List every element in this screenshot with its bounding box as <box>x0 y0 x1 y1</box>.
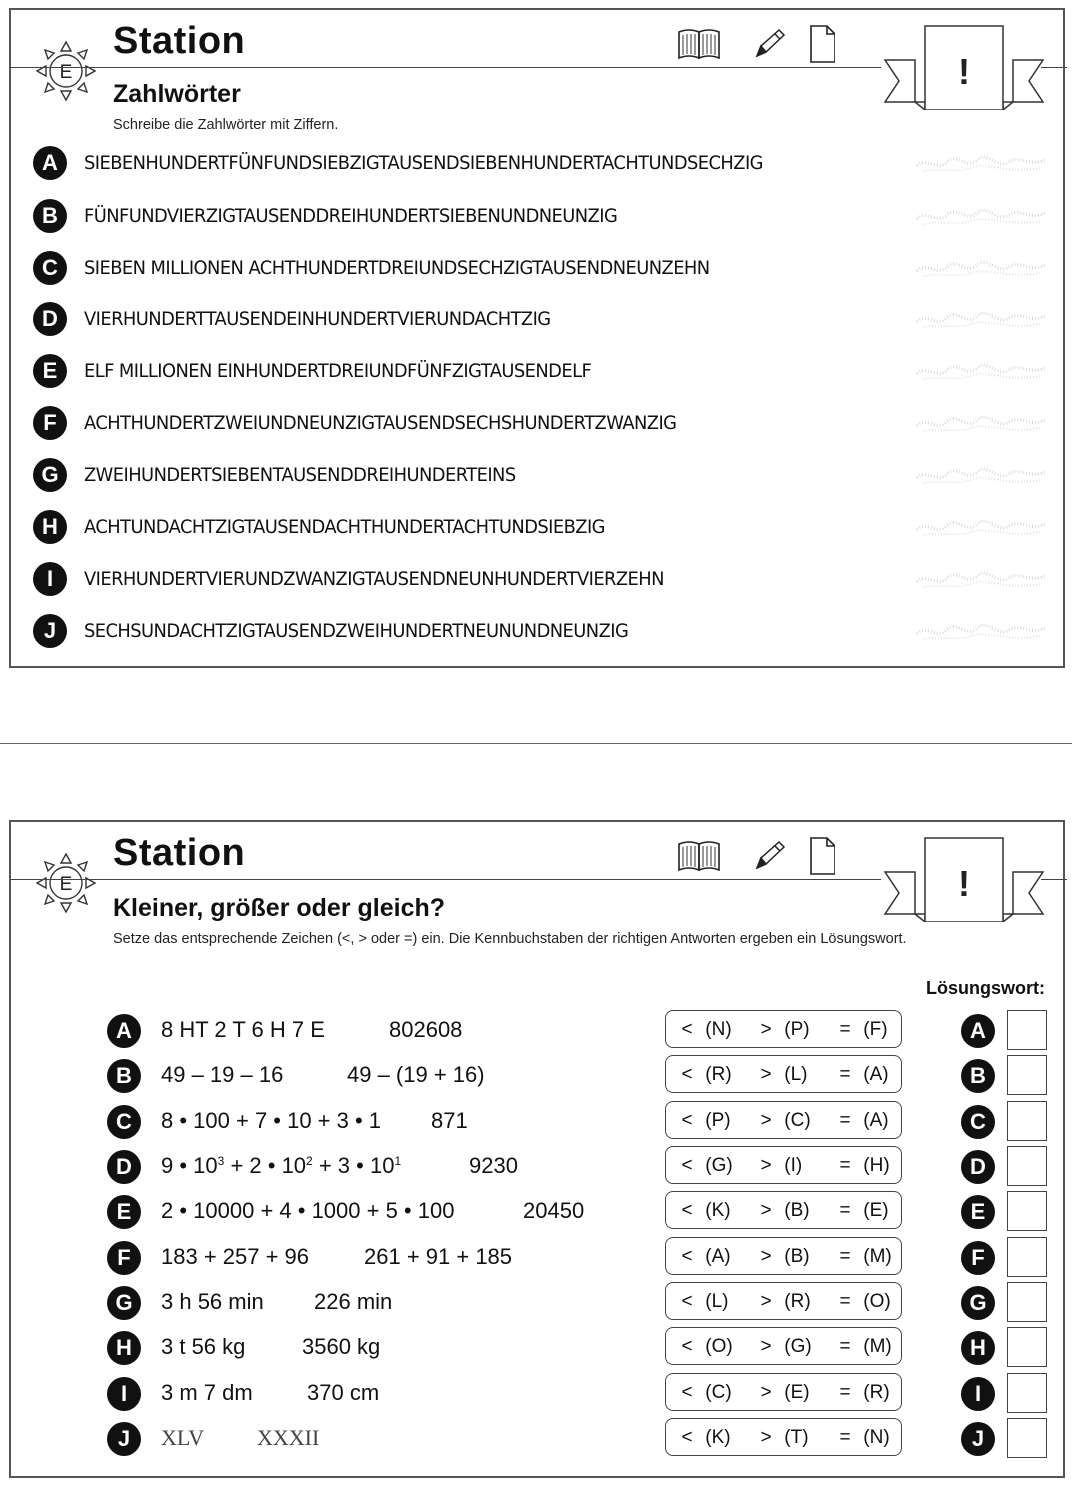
item-letter-badge: F <box>33 406 67 440</box>
number-word-row <box>11 458 1067 492</box>
number-word-row <box>11 614 1067 648</box>
choice-options-box <box>665 1327 902 1365</box>
header-divider <box>11 67 881 68</box>
right-expression: 20450 <box>523 1198 585 1223</box>
solution-letter-badge: H <box>961 1331 995 1365</box>
answer-scribble <box>913 408 1049 438</box>
solution-letter-badge: B <box>961 1059 995 1093</box>
right-expression: 9230 <box>469 1153 518 1178</box>
answer-scribble <box>913 512 1049 542</box>
option-equal[interactable]: = (H) <box>839 1155 890 1176</box>
book-icon <box>679 30 719 58</box>
solution-letter-badge: A <box>961 1014 995 1048</box>
comparison-row <box>11 1010 1067 1052</box>
answer-scribble <box>913 201 1049 231</box>
left-expression: 49 – 19 – 16 <box>161 1062 284 1087</box>
choice-options-box <box>665 1237 902 1275</box>
option-greater-than[interactable]: > (C) <box>760 1110 811 1131</box>
right-expression: 226 min <box>314 1289 393 1314</box>
station-title: Station <box>113 832 246 874</box>
number-word-row <box>11 562 1067 596</box>
number-word-text: VIERHUNDERTVIERUNDZWANZIGTAUSENDNEUNHUNDERTVIERZEHN <box>84 568 664 590</box>
answer-scribble <box>913 460 1049 490</box>
left-expression: 8 HT 2 T 6 H 7 E <box>161 1017 325 1042</box>
number-word-row <box>11 251 1067 285</box>
comparison-row <box>11 1101 1067 1143</box>
item-letter-badge: I <box>107 1377 141 1411</box>
choice-options-box <box>665 1418 902 1456</box>
station-title: Station <box>113 20 246 62</box>
left-expression: 2 • 10000 + 4 • 1000 + 5 • 100 <box>161 1198 455 1223</box>
number-word-row <box>11 510 1067 544</box>
option-equal[interactable]: = (N) <box>839 1427 890 1448</box>
option-less-than[interactable]: < (N) <box>681 1019 732 1040</box>
header-divider <box>11 879 881 880</box>
option-greater-than[interactable]: > (B) <box>760 1200 810 1221</box>
right-expression: XXXII <box>257 1425 320 1450</box>
solution-letter-badge: G <box>961 1286 995 1320</box>
number-word-text: ELF MILLIONEN EINHUNDERTDREIUNDFÜNFZIGTAUSENDELF <box>84 360 592 382</box>
left-expression: 183 + 257 + 96 <box>161 1244 310 1269</box>
solution-answer-box[interactable] <box>1007 1191 1047 1231</box>
item-letter-badge: J <box>107 1422 141 1456</box>
card-instruction: Setze das entsprechende Zeichen (<, > oder =) ein. Die Kennbuchstaben der richtigen Antworten ergeben ein Lösungswort. <box>113 931 907 947</box>
option-less-than[interactable]: < (R) <box>681 1064 732 1085</box>
choice-options-box <box>665 1055 902 1093</box>
solution-answer-box[interactable] <box>1007 1282 1047 1322</box>
right-expression: 871 <box>431 1108 468 1133</box>
item-letter-badge: A <box>107 1014 141 1048</box>
card-heading: Kleiner, größer oder gleich? <box>113 894 446 922</box>
choice-options-box <box>665 1146 902 1184</box>
item-letter-badge: B <box>107 1059 141 1093</box>
exclamation-ribbon-icon <box>883 832 1045 922</box>
option-less-than[interactable]: < (C) <box>681 1382 732 1403</box>
option-greater-than[interactable]: > (T) <box>760 1427 809 1448</box>
option-less-than[interactable]: < (O) <box>681 1336 733 1357</box>
answer-scribble <box>913 356 1049 386</box>
option-equal[interactable]: = (A) <box>839 1110 889 1131</box>
left-expression: 3 m 7 dm <box>161 1380 253 1405</box>
pencil-icon <box>757 30 784 56</box>
answer-scribble <box>913 616 1049 646</box>
solution-letter-badge: F <box>961 1241 995 1275</box>
item-letter-badge: G <box>33 458 67 492</box>
number-word-text: VIERHUNDERTTAUSENDEINHUNDERTVIERUNDACHTZIG <box>84 308 551 330</box>
number-word-row <box>11 146 1067 180</box>
solution-word-label: Lösungswort: <box>926 978 1045 998</box>
item-letter-badge: B <box>33 199 67 233</box>
item-letter-badge: C <box>107 1105 141 1139</box>
card-instruction: Schreibe die Zahlwörter mit Ziffern. <box>113 117 339 133</box>
option-less-than[interactable]: < (K) <box>681 1427 731 1448</box>
option-greater-than[interactable]: > (P) <box>760 1019 810 1040</box>
item-letter-badge: H <box>33 510 67 544</box>
solution-letter-badge: J <box>961 1422 995 1456</box>
right-expression: 261 + 91 + 185 <box>364 1244 513 1269</box>
card-heading: Zahlwörter <box>113 80 241 108</box>
comparison-row <box>11 1191 1067 1233</box>
choice-options-box <box>665 1191 902 1229</box>
left-expression: XLV <box>161 1425 205 1450</box>
comparison-row <box>11 1237 1067 1279</box>
item-letter-badge: I <box>33 562 67 596</box>
option-less-than[interactable]: < (L) <box>681 1291 729 1312</box>
solution-answer-box[interactable] <box>1007 1146 1047 1186</box>
document-icon <box>811 838 835 874</box>
item-letter-badge: A <box>33 146 67 180</box>
solution-answer-box[interactable] <box>1007 1010 1047 1050</box>
item-letter-badge: F <box>107 1241 141 1275</box>
svg-text:!: ! <box>958 863 970 904</box>
option-equal[interactable]: = (E) <box>839 1200 889 1221</box>
pencil-icon <box>757 842 784 868</box>
left-expression: 9 • $10^3 + 2$ • $10^2 + 3$ • $10^1$ <box>161 1153 402 1178</box>
item-letter-badge: J <box>33 614 67 648</box>
solution-answer-box[interactable] <box>1007 1373 1047 1413</box>
number-word-text: ACHTHUNDERTZWEIUNDNEUNZIGTAUSENDSECHSHUNDERTZWANZIG <box>84 412 677 434</box>
answer-scribble <box>913 148 1049 178</box>
option-greater-than[interactable]: > (R) <box>760 1291 811 1312</box>
solution-letter-badge: E <box>961 1195 995 1229</box>
exclamation-ribbon-icon <box>883 20 1045 110</box>
sun-badge-letter: E <box>59 874 73 895</box>
solution-answer-box[interactable] <box>1007 1101 1047 1141</box>
option-greater-than[interactable]: > (L) <box>760 1064 808 1085</box>
item-letter-badge: G <box>107 1286 141 1320</box>
solution-answer-box[interactable] <box>1007 1055 1047 1095</box>
number-word-row <box>11 199 1067 233</box>
option-equal[interactable]: = (M) <box>839 1246 892 1267</box>
solution-letter-badge: I <box>961 1377 995 1411</box>
choice-options-box <box>665 1282 902 1320</box>
option-greater-than[interactable]: > (I) <box>760 1155 803 1176</box>
right-expression: 370 cm <box>307 1380 380 1405</box>
option-equal[interactable]: = (R) <box>839 1382 890 1403</box>
comparison-row <box>11 1146 1067 1188</box>
right-expression: 3560 kg <box>302 1334 381 1359</box>
left-expression: 8 • 100 + 7 • 10 + 3 • 1 <box>161 1108 382 1133</box>
choice-options-box <box>665 1010 902 1048</box>
item-letter-badge: H <box>107 1331 141 1365</box>
comparison-row <box>11 1055 1067 1097</box>
right-expression: 49 – (19 + 16) <box>347 1062 485 1087</box>
item-letter-badge: D <box>107 1150 141 1184</box>
station-card-zahlwoerter <box>9 8 1065 668</box>
number-word-row <box>11 354 1067 388</box>
comparison-row <box>11 1373 1067 1415</box>
option-less-than[interactable]: < (G) <box>681 1155 733 1176</box>
answer-scribble <box>913 564 1049 594</box>
comparison-row <box>11 1282 1067 1324</box>
left-expression: 3 h 56 min <box>161 1289 264 1314</box>
item-letter-badge: E <box>33 354 67 388</box>
choice-options-box <box>665 1101 902 1139</box>
station-card-vergleich <box>9 820 1065 1478</box>
choice-options-box <box>665 1373 902 1411</box>
solution-answer-box[interactable] <box>1007 1327 1047 1367</box>
answer-scribble <box>913 304 1049 334</box>
comparison-row <box>11 1418 1067 1460</box>
number-word-text: SIEBEN MILLIONEN ACHTHUNDERTDREIUNDSECHZIGTAUSENDNEUNZEHN <box>84 257 710 279</box>
number-word-text: ACHTUNDACHTZIGTAUSENDACHTHUNDERTACHTUNDSIEBZIG <box>84 516 605 538</box>
right-expression: 802608 <box>389 1017 463 1042</box>
number-word-text: SECHSUNDACHTZIGTAUSENDZWEIHUNDERTNEUNUNDNEUNZIG <box>84 620 629 642</box>
option-less-than[interactable]: < (P) <box>681 1110 731 1131</box>
item-letter-badge: D <box>33 302 67 336</box>
tool-icons <box>675 834 835 876</box>
svg-text:!: ! <box>958 51 970 92</box>
number-word-text: ZWEIHUNDERTSIEBENTAUSENDDREIHUNDERTEINS <box>84 464 516 486</box>
number-word-text: FÜNFUNDVIERZIGTAUSENDDREIHUNDERTSIEBENUNDNEUNZIG <box>84 205 618 227</box>
number-word-row <box>11 302 1067 336</box>
option-greater-than[interactable]: > (G) <box>760 1336 812 1357</box>
solution-answer-box[interactable] <box>1007 1237 1047 1277</box>
option-greater-than[interactable]: > (B) <box>760 1246 810 1267</box>
sun-badge-icon <box>25 836 107 918</box>
page-separator <box>0 743 1072 744</box>
option-greater-than[interactable]: > (E) <box>760 1382 810 1403</box>
document-icon <box>811 26 835 62</box>
item-letter-badge: C <box>33 251 67 285</box>
solution-letter-badge: D <box>961 1150 995 1184</box>
solution-letter-badge: C <box>961 1105 995 1139</box>
answer-scribble <box>913 253 1049 283</box>
option-less-than[interactable]: < (K) <box>681 1200 731 1221</box>
option-equal[interactable]: = (A) <box>839 1064 889 1085</box>
left-expression: 3 t 56 kg <box>161 1334 246 1359</box>
number-word-text: SIEBENHUNDERTFÜNFUNDSIEBZIGTAUSENDSIEBENHUNDERTACHTUNDSECHZIG <box>84 152 763 174</box>
option-equal[interactable]: = (F) <box>839 1019 888 1040</box>
sun-badge-letter: E <box>59 62 73 83</box>
book-icon <box>679 842 719 870</box>
tool-icons <box>675 22 835 64</box>
option-equal[interactable]: = (M) <box>839 1336 892 1357</box>
comparison-row <box>11 1327 1067 1369</box>
option-equal[interactable]: = (O) <box>839 1291 891 1312</box>
solution-answer-box[interactable] <box>1007 1418 1047 1458</box>
number-word-row <box>11 406 1067 440</box>
option-less-than[interactable]: < (A) <box>681 1246 731 1267</box>
sun-badge-icon <box>25 24 107 106</box>
item-letter-badge: E <box>107 1195 141 1229</box>
